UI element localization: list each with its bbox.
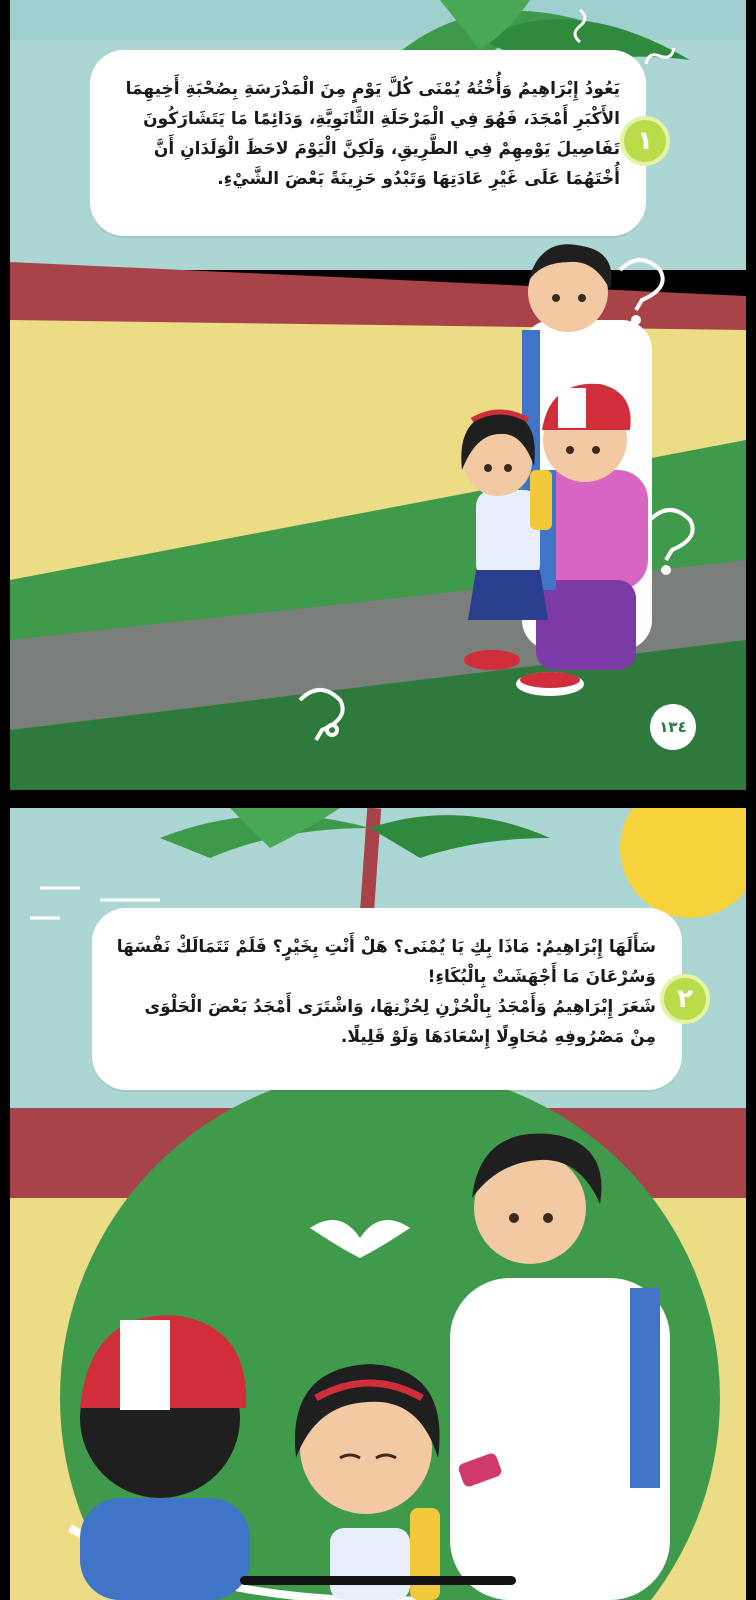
story-paragraph: يَعُودُ إِبْرَاهِيمُ وَأُخْتُهُ يُمْنَى كُلَّ يَوْمٍ مِنَ الْمَدْرَسَةِ بِصُحْبَةِ أَخِيهِمَا الأَكْبَرِ أَمْجَدَ، فَهُوَ فِي الْمَرْحَلَةِ الثَّانَوِيَّةِ، وَدَائِمًا مَا يَتَشَارَكُونَ تَفَاصِيلَ يَوْمِهِمْ فِي الطَّرِيقِ، وَلَكِنَّ الْيَوْمَ لاحَظَ الْوَلَدَانِ أَنَّ أُخْتَهُمَا عَلَى غَيْرِ عَادَتِهَا وَتَبْدُو حَزِينَةً بَعْضَ الشَّيْءِ. bbox=[125, 79, 620, 189]
story-paragraph: سَأَلَهَا إِبْرَاهِيمُ: مَاذَا بِكِ يَا يُمْنَى؟ هَلْ أَنْتِ بِخَيْرٍ؟ فَلَمْ تَتَمَالَكْ نَفْسَهَا وَسُرْعَانَ مَا أَجْهَشَتْ بِالْبُكَاءِ! bbox=[116, 937, 656, 987]
character-ibrahim bbox=[80, 1315, 250, 1600]
story-textbox-1 bbox=[90, 50, 646, 236]
story-textbox-2 bbox=[92, 908, 682, 1090]
story-paragraph: شَعَرَ إِبْرَاهِيمُ وَأَمْجَدُ بِالْحُزْنِ لِحُزْنِهَا، وَاشْتَرَى أَمْجَدُ بَعْضَ الْحَلْوَى مِنْ مَصْرُوفِهِ مُحَاوِلًا إِسْعَادَهَا وَلَوْ قَلِيلًا. bbox=[144, 997, 656, 1047]
page-number: ١٣٤ bbox=[650, 704, 696, 750]
section-number-badge: ٢ bbox=[660, 974, 710, 1024]
section-number-badge: ١ bbox=[620, 116, 670, 166]
page-divider bbox=[0, 790, 756, 808]
story-page-1 bbox=[10, 0, 746, 790]
story-page-2 bbox=[10, 808, 746, 1600]
home-indicator[interactable] bbox=[240, 1576, 516, 1585]
